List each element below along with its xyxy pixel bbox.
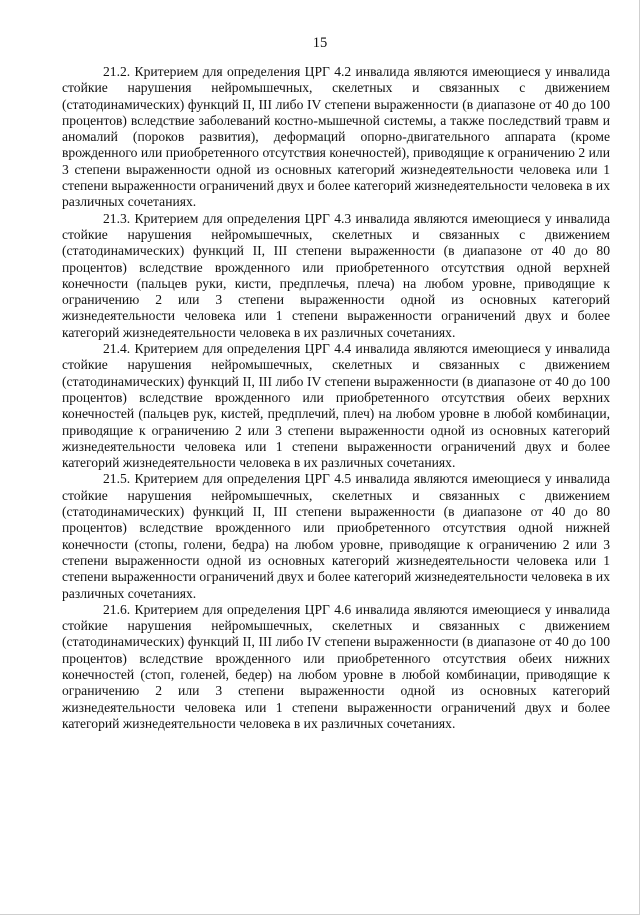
page-number: 15 — [312, 35, 328, 51]
paragraph-21-6: 21.6. Критерием для определения ЦРГ 4.6 инвалида являются имеющиеся у инвалида стойкие нарушения нейромышечных, скелетных и связанных с движением (статодинамических) функций II, III либо IV степени выраженности (в диапазоне от 40 до 100 процентов) вследствие врожденного или приобретенного отсутствия обеих нижних конечностей (стоп, голеней, бедер) на любом уровне в любой комбинации, приводящие к ограничению 2 или 3 степени выраженности одной из основных категорий жизнедеятельности человека или 1 степени выраженности ограничений двух и более категорий жизнедеятельности человека в их различных сочетаниях. — [62, 601, 610, 731]
paragraph-21-2: 21.2. Критерием для определения ЦРГ 4.2 инвалида являются имеющиеся у инвалида стойкие нарушения нейромышечных, скелетных и связанных с движением (статодинамических) функций II, III либо IV степени выраженности (в диапазоне от 40 до 100 процентов) вследствие заболеваний костно-мышечной системы, а также последствий травм и аномалий (пороков развития), деформаций опорно-двигательного аппарата (кроме врожденного или приобретенного отсутствия конечностей), приводящие к ограничению 2 или 3 степени выраженности одной из основных категорий жизнедеятельности человека или 1 степени выраженности ограничений двух и более категорий жизнедеятельности человека в их различных сочетаниях. — [62, 64, 610, 210]
document-body — [62, 64, 610, 732]
paragraph-21-5: 21.5. Критерием для определения ЦРГ 4.5 инвалида являются имеющиеся у инвалида стойкие нарушения нейромышечных, скелетных и связанных с движением (статодинамических) функций II, III степени выраженности (в диапазоне от 40 до 80 процентов) вследствие врожденного или приобретенного отсутствия одной нижней конечности (стопы, голени, бедра) на любом уровне, приводящие к ограничению 2 или 3 степени выраженности одной из основных категорий жизнедеятельности человека или 1 степени выраженности ограничений двух и более категорий жизнедеятельности человека в их различных сочетаниях. — [62, 471, 610, 601]
paragraph-21-4: 21.4. Критерием для определения ЦРГ 4.4 инвалида являются имеющиеся у инвалида стойкие нарушения нейромышечных, скелетных и связанных с движением (статодинамических) функций II, III либо IV степени выраженности (в диапазоне от 40 до 100 процентов) вследствие врожденного или приобретенного отсутствия обеих верхних конечностей (пальцев рук, кистей, предплечий, плеч) на любом уровне в любой комбинации, приводящие к ограничению 2 или 3 степени выраженности одной из основных категорий жизнедеятельности человека или 1 степени выраженности ограничений двух и более категорий жизнедеятельности человека в их различных сочетаниях. — [62, 341, 610, 471]
paragraph-21-3: 21.3. Критерием для определения ЦРГ 4.3 инвалида являются имеющиеся у инвалида стойкие нарушения нейромышечных, скелетных и связанных с движением (статодинамических) функций II, III степени выраженности (в диапазоне от 40 до 80 процентов) вследствие врожденного или приобретенного отсутствия одной верхней конечности (пальцев руки, кисти, предплечья, плеча) на любом уровне, приводящие к ограничению 2 или 3 степени выраженности одной из основных категорий жизнедеятельности человека или 1 степени выраженности ограничений двух и более категорий жизнедеятельности человека в их различных сочетаниях. — [62, 210, 610, 340]
